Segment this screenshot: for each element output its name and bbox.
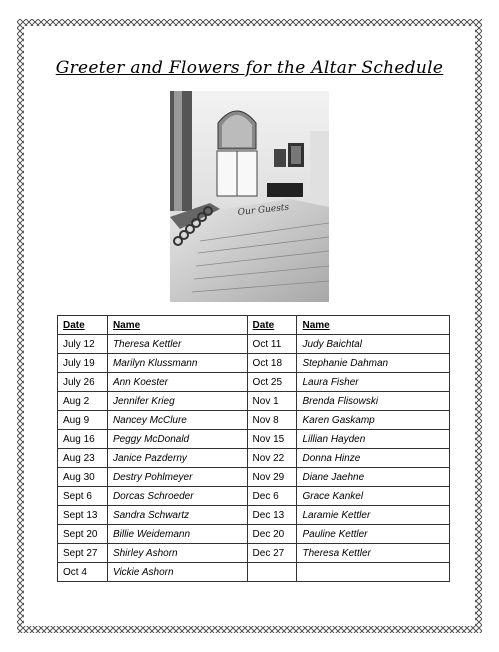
name-cell: Donna Hinze — [297, 449, 450, 468]
name-cell: Karen Gaskamp — [297, 411, 450, 430]
name-cell: Destry Pohlmeyer — [107, 468, 247, 487]
name-cell: Janice Pazderny — [107, 449, 247, 468]
date-cell: Nov 8 — [247, 411, 297, 430]
date-cell: July 26 — [58, 373, 108, 392]
header-date-1: Date — [58, 316, 108, 335]
date-cell: Oct 11 — [247, 335, 297, 354]
date-cell: Sept 13 — [58, 506, 108, 525]
name-cell: Theresa Kettler — [107, 335, 247, 354]
name-cell: Stephanie Dahman — [297, 354, 450, 373]
name-cell: Jennifer Krieg — [107, 392, 247, 411]
page-title: Greeter and Flowers for the Altar Schedule — [55, 58, 444, 78]
date-cell: Aug 2 — [58, 392, 108, 411]
header-name-1: Name — [107, 316, 247, 335]
table-row — [58, 506, 450, 525]
table-row — [58, 335, 450, 354]
date-cell: Oct 18 — [247, 354, 297, 373]
date-cell: Nov 1 — [247, 392, 297, 411]
date-cell: Sept 6 — [58, 487, 108, 506]
name-cell: Dorcas Schroeder — [107, 487, 247, 506]
name-cell: Brenda Flisowski — [297, 392, 450, 411]
name-cell: Billie Weidemann — [107, 525, 247, 544]
name-cell: Diane Jaehne — [297, 468, 450, 487]
name-cell: Theresa Kettler — [297, 544, 450, 563]
svg-text:Our Guests: Our Guests — [237, 202, 290, 218]
name-cell: Ann Koester — [107, 373, 247, 392]
table-row — [58, 392, 450, 411]
date-cell: Sept 20 — [58, 525, 108, 544]
date-cell: July 19 — [58, 354, 108, 373]
date-cell: Oct 25 — [247, 373, 297, 392]
name-cell: Nancey McClure — [107, 411, 247, 430]
table-row — [58, 468, 450, 487]
name-cell: Sandra Schwartz — [107, 506, 247, 525]
table-row — [58, 373, 450, 392]
name-cell: Vickie Ashorn — [107, 563, 247, 582]
table-row — [58, 411, 450, 430]
header-date-2: Date — [247, 316, 297, 335]
date-cell: Aug 30 — [58, 468, 108, 487]
date-cell: Dec 27 — [247, 544, 297, 563]
date-cell: Aug 23 — [58, 449, 108, 468]
date-cell: Dec 20 — [247, 525, 297, 544]
date-cell: Aug 9 — [58, 411, 108, 430]
date-cell: Aug 16 — [58, 430, 108, 449]
name-cell: Laura Fisher — [297, 373, 450, 392]
date-cell: Nov 22 — [247, 449, 297, 468]
name-cell: Lillian Hayden — [297, 430, 450, 449]
date-cell: Dec 13 — [247, 506, 297, 525]
table-row — [58, 449, 450, 468]
table-row — [58, 544, 450, 563]
schedule-table — [57, 315, 450, 582]
date-cell: July 12 — [58, 335, 108, 354]
date-cell: Sept 27 — [58, 544, 108, 563]
table-row — [58, 430, 450, 449]
date-cell — [247, 563, 297, 582]
guest-book-photo — [170, 91, 329, 302]
date-cell: Oct 4 — [58, 563, 108, 582]
date-cell: Nov 29 — [247, 468, 297, 487]
date-cell: Dec 6 — [247, 487, 297, 506]
table-header-row — [58, 316, 450, 335]
name-cell: Marilyn Klussmann — [107, 354, 247, 373]
table-row — [58, 563, 450, 582]
table-row — [58, 354, 450, 373]
name-cell: Judy Baichtal — [297, 335, 450, 354]
name-cell — [297, 563, 450, 582]
table-row — [58, 487, 450, 506]
name-cell: Peggy McDonald — [107, 430, 247, 449]
name-cell: Shirley Ashorn — [107, 544, 247, 563]
header-name-2: Name — [297, 316, 450, 335]
name-cell: Pauline Kettler — [297, 525, 450, 544]
name-cell: Laramie Kettler — [297, 506, 450, 525]
name-cell: Grace Kankel — [297, 487, 450, 506]
date-cell: Nov 15 — [247, 430, 297, 449]
table-row — [58, 525, 450, 544]
